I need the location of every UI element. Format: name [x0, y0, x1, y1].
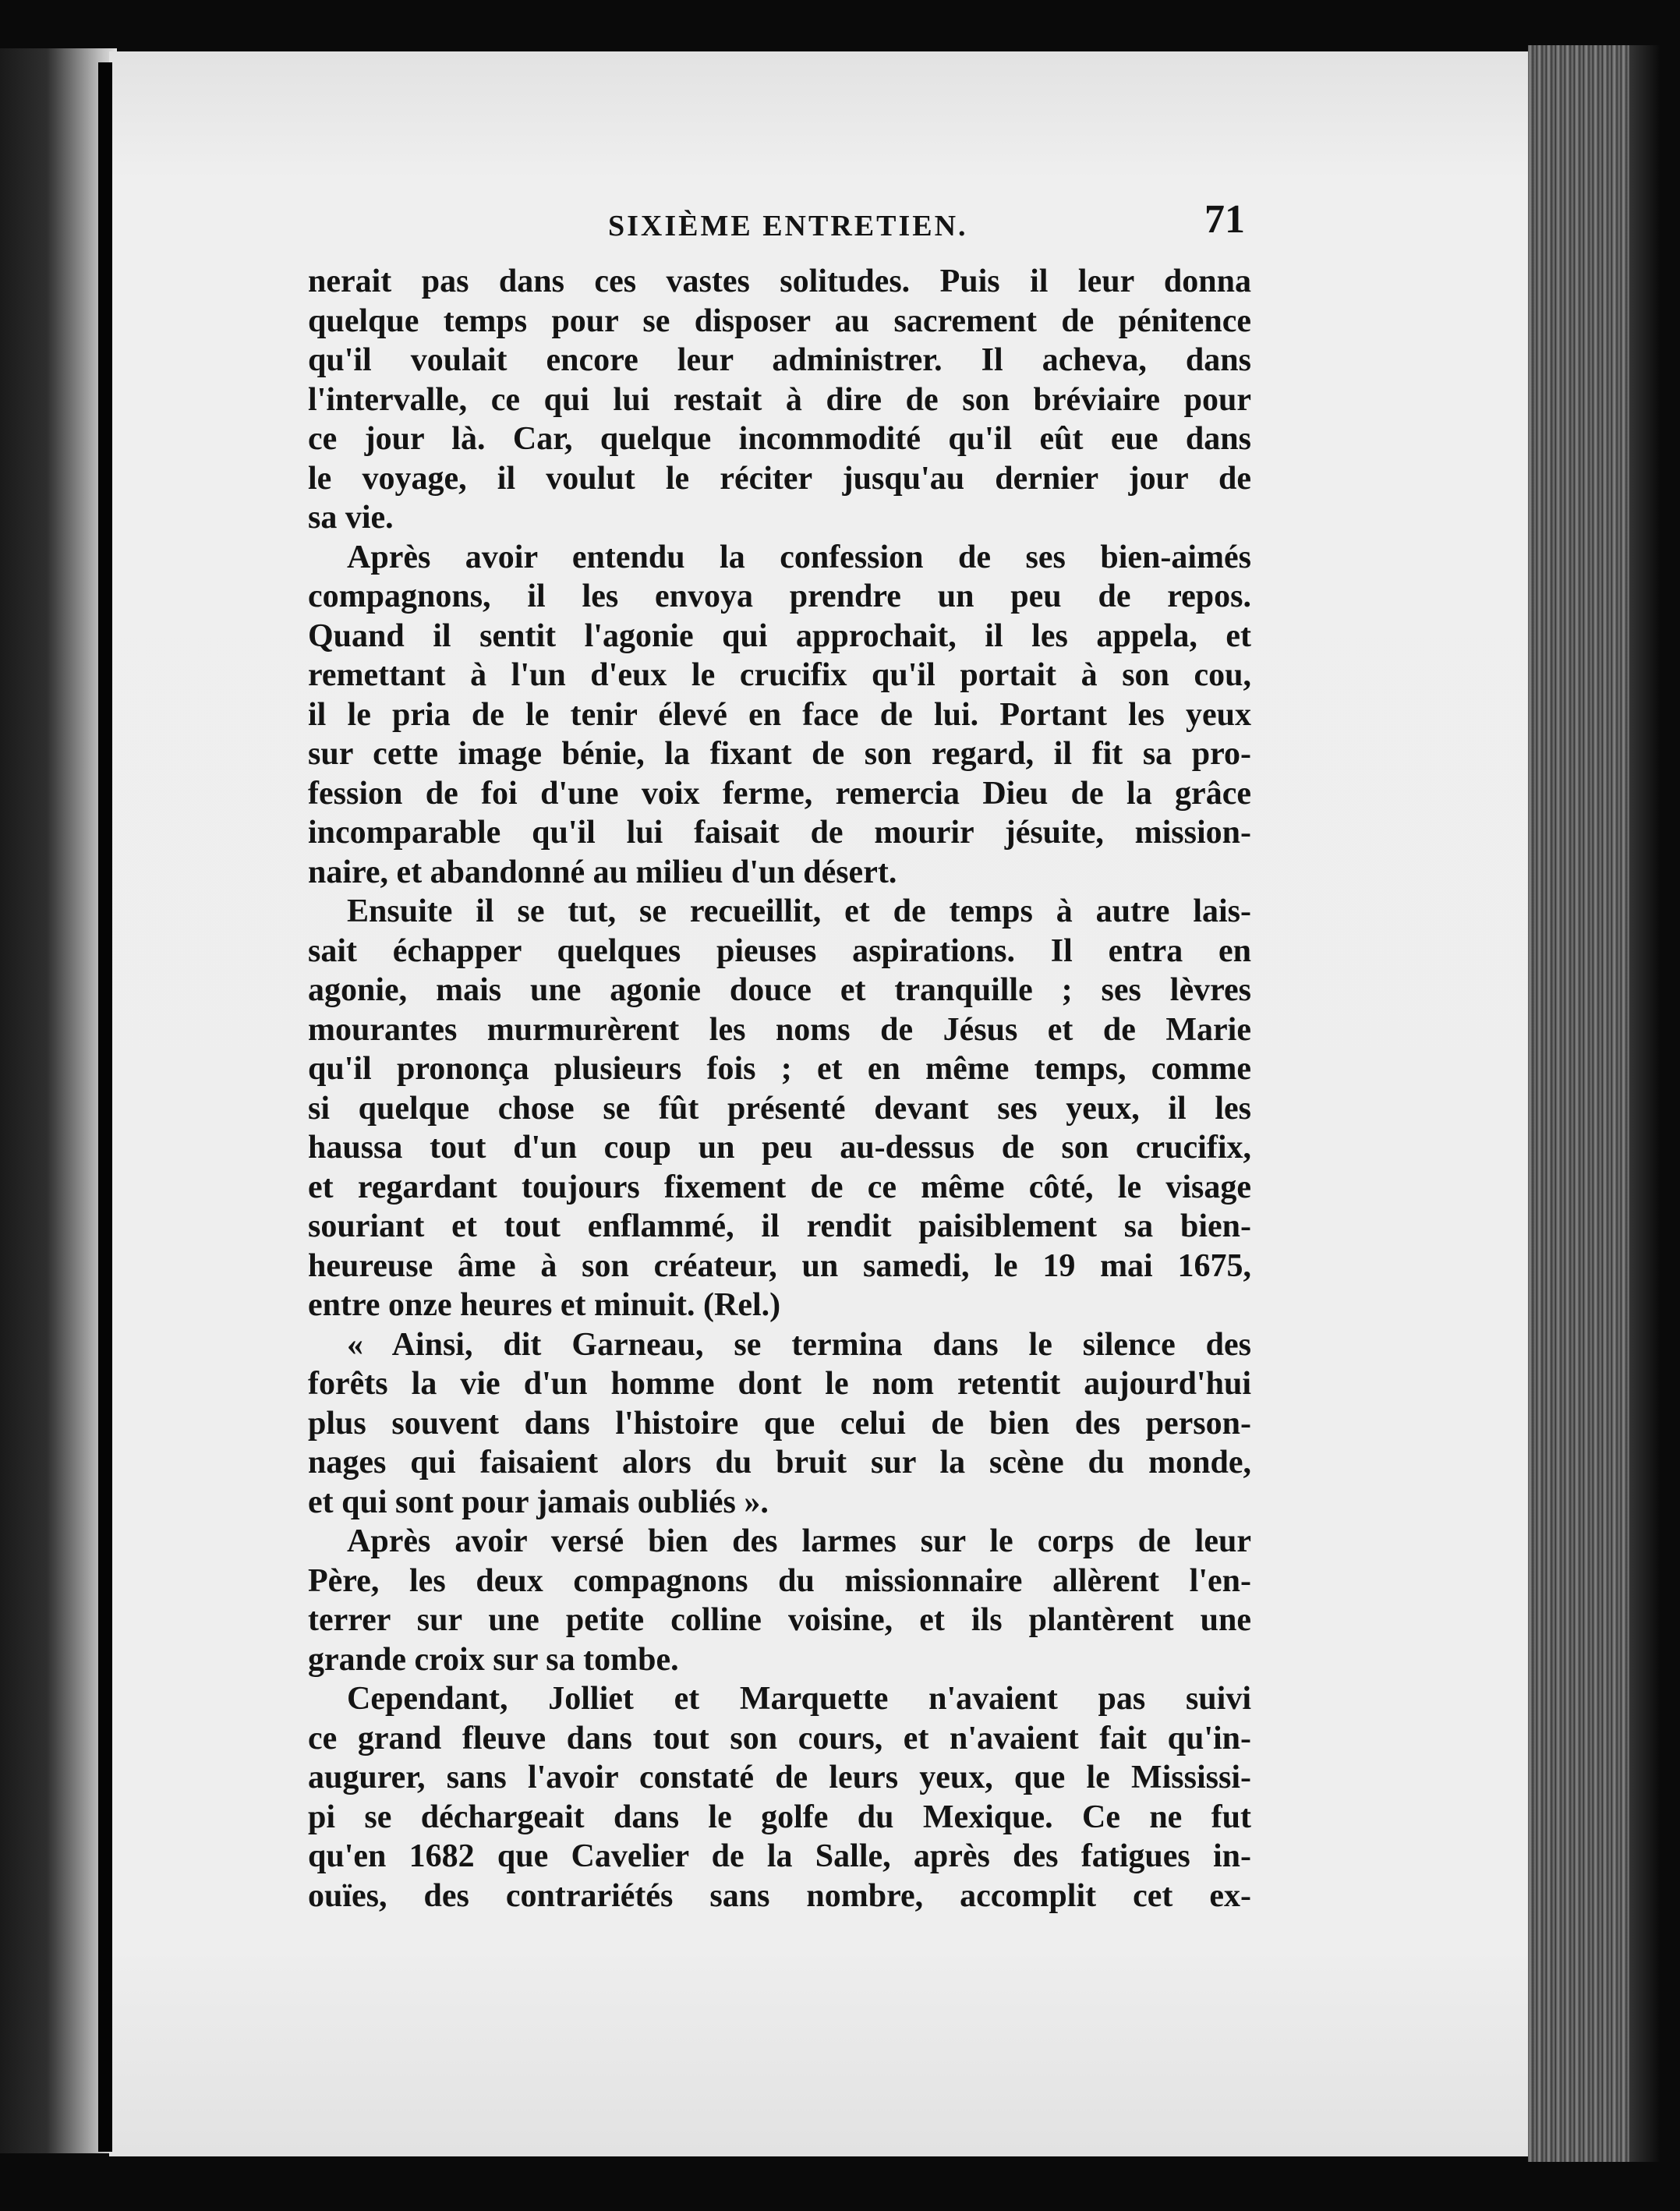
text-line: remettant à l'un d'eux le crucifix qu'il portait à son cou, — [308, 657, 1251, 693]
text-line: compagnons, il les envoya prendre un peu de repos. — [308, 578, 1251, 614]
running-head: SIXIÈME ENTRETIEN. — [608, 210, 968, 242]
body-text — [308, 262, 1251, 1916]
paragraph-first-line: Ensuite il se tut, se recueillit, et de temps à autre lais- — [347, 893, 1251, 929]
text-line: si quelque chose se fût présenté devant ses yeux, il les — [308, 1090, 1251, 1127]
text-line: forêts la vie d'un homme dont le nom retentit aujourd'hui — [308, 1366, 1251, 1402]
text-line: l'intervalle, ce qui lui restait à dire de son bréviaire pour — [308, 381, 1251, 418]
text-line: terrer sur une petite colline voisine, et ils plantèrent une — [308, 1602, 1251, 1638]
text-line: incomparable qu'il lui faisait de mourir jésuite, mission- — [308, 815, 1251, 851]
text-line: entre onze heures et minuit. (Rel.) — [308, 1287, 781, 1323]
text-line: fession de foi d'une voix ferme, remercia Dieu de la grâce — [308, 775, 1251, 812]
text-line: naire, et abandonné au milieu d'un désert. — [308, 854, 897, 890]
text-line: qu'il voulait encore leur administrer. Il acheva, dans — [308, 342, 1251, 378]
binding-shadow — [98, 62, 112, 2152]
text-line: il le pria de le tenir élevé en face de lui. Portant les yeux — [308, 696, 1251, 733]
paragraph-first-line: Après avoir versé bien des larmes sur le corps de leur — [347, 1523, 1251, 1559]
text-line: et qui sont pour jamais oubliés ». — [308, 1484, 769, 1520]
text-line: agonie, mais une agonie douce et tranquille ; ses lèvres — [308, 972, 1251, 1008]
text-line: le voyage, il voulut le réciter jusqu'au dernier jour de — [308, 460, 1251, 497]
text-line: augurer, sans l'avoir constaté de leurs yeux, que le Mississi- — [308, 1760, 1251, 1795]
text-line: quelque temps pour se disposer au sacrement de pénitence — [308, 302, 1251, 339]
text-line: nerait pas dans ces vastes solitudes. Puis il leur donna — [308, 264, 1251, 299]
text-line: et regardant toujours fixement de ce même côté, le visage — [308, 1169, 1251, 1205]
text-line: ce grand fleuve dans tout son cours, et n'avaient fait qu'in- — [308, 1720, 1251, 1756]
page-fore-edge — [1528, 45, 1661, 2162]
text-line: grande croix sur sa tombe. — [308, 1641, 679, 1678]
text-line: plus souvent dans l'histoire que celui de bien des person- — [308, 1405, 1251, 1442]
paragraph-first-line: Après avoir entendu la confession de ses bien-aimés — [347, 539, 1251, 575]
paragraph-first-line: Cependant, Jolliet et Marquette n'avaient pas suivi — [347, 1681, 1251, 1717]
text-line: ouïes, des contrariétés sans nombre, accomplit cet ex- — [308, 1877, 1251, 1914]
text-line: ce jour là. Car, quelque incommodité qu'il eût eue dans — [308, 421, 1251, 457]
text-line: Quand il sentit l'agonie qui approchait, il les appela, et — [308, 617, 1251, 654]
text-line: mourantes murmurèrent les noms de Jésus et de Marie — [308, 1011, 1251, 1048]
paragraph-first-line: « Ainsi, dit Garneau, se termina dans le silence des — [347, 1326, 1251, 1363]
text-line: sait échapper quelques pieuses aspirations. Il entra en — [308, 932, 1251, 969]
page-number: 71 — [1204, 197, 1245, 242]
text-line: sur cette image bénie, la fixant de son regard, il fit sa pro- — [308, 736, 1251, 772]
text-line: nages qui faisaient alors du bruit sur la scène du monde, — [308, 1445, 1251, 1480]
text-line: souriant et tout enflammé, il rendit paisiblement sa bien- — [308, 1208, 1251, 1244]
text-line: Père, les deux compagnons du missionnaire allèrent l'en- — [308, 1562, 1251, 1599]
text-line: pi se déchargeait dans le golfe du Mexique. Ce ne fut — [308, 1799, 1251, 1835]
text-line: qu'en 1682 que Cavelier de la Salle, après des fatigues in- — [308, 1838, 1251, 1874]
text-line: sa vie. — [308, 500, 394, 536]
text-line: heureuse âme à son créateur, un samedi, le 19 mai 1675, — [308, 1247, 1251, 1284]
text-line: haussa tout d'un coup un peu au-dessus de son crucifix, — [308, 1130, 1251, 1166]
text-line: qu'il prononça plusieurs fois ; et en même temps, comme — [308, 1051, 1251, 1087]
